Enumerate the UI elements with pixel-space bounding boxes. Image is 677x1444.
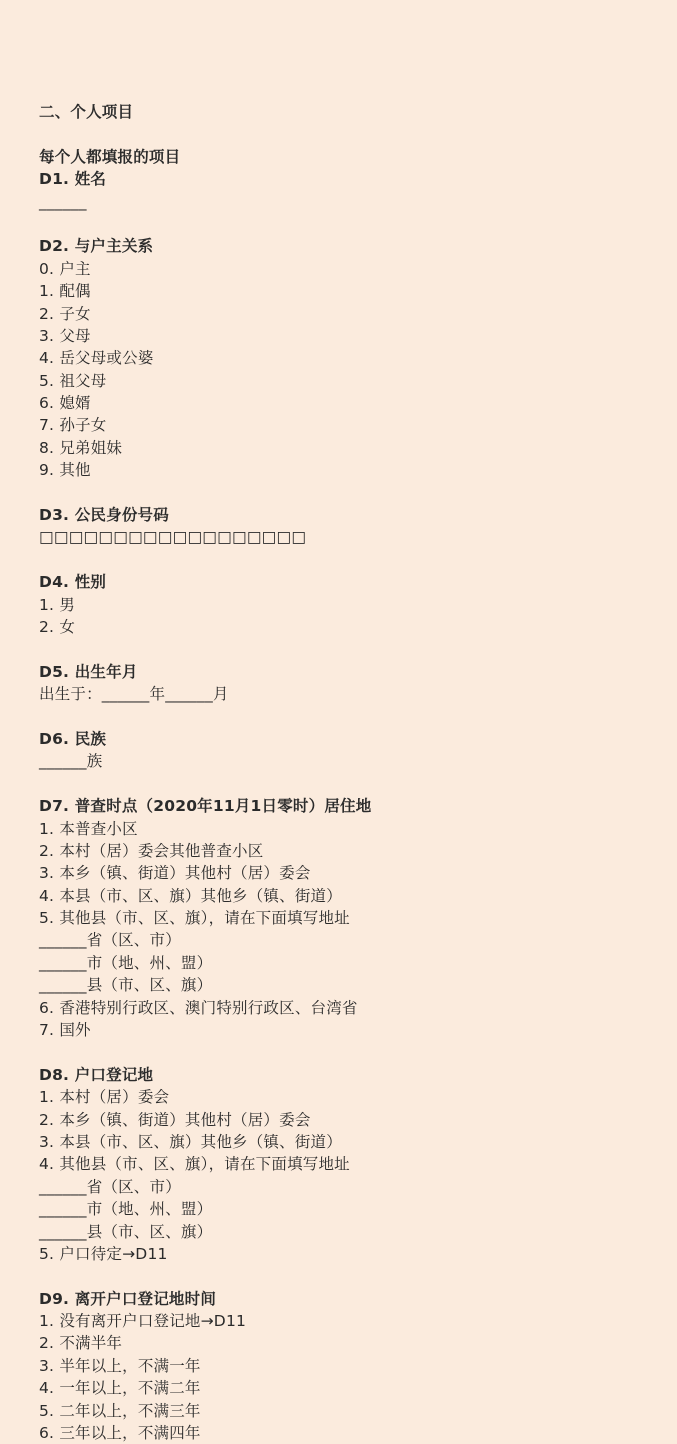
text-line: 3. 父母 xyxy=(39,326,91,345)
text-line: 3. 本乡（镇、街道）其他村（居）委会 xyxy=(39,864,311,883)
blank-line xyxy=(39,213,667,235)
text-line: ______县（市、区、旗） xyxy=(39,976,213,995)
section-heading: D7. 普查时点（2020年11月1日零时）居住地 xyxy=(39,797,372,816)
blank-line xyxy=(39,706,667,728)
section-heading: D6. 民族 xyxy=(39,729,107,748)
text-line: ______族 xyxy=(39,752,103,771)
text-line: 4. 岳父母或公婆 xyxy=(39,349,154,368)
section-heading: D3. 公民身份号码 xyxy=(39,506,169,525)
text-line: 2. 本乡（镇、街道）其他村（居）委会 xyxy=(39,1110,311,1129)
document-body xyxy=(39,101,667,1444)
text-line: 4. 一年以上，不满二年 xyxy=(39,1379,201,1398)
text-line: 3. 半年以上，不满一年 xyxy=(39,1356,201,1375)
text-line: 9. 其他 xyxy=(39,461,91,480)
text-line: 4. 其他县（市、区、旗），请在下面填写地址 xyxy=(39,1155,350,1174)
text-line: ______市（地、州、盟） xyxy=(39,953,213,972)
text-line: ______省（区、市） xyxy=(39,931,181,950)
text-line: 2. 子女 xyxy=(39,304,91,323)
text-line: 4. 本县（市、区、旗）其他乡（镇、街道） xyxy=(39,886,342,905)
section-heading: 二、个人项目 xyxy=(39,103,134,121)
section-heading: D4. 性别 xyxy=(39,573,107,592)
blank-line xyxy=(39,638,667,660)
text-line: 1. 本普查小区 xyxy=(39,819,138,838)
text-line: 0. 户主 xyxy=(39,259,91,278)
text-line: 6. 三年以上，不满四年 xyxy=(39,1424,201,1443)
text-line: 7. 孙子女 xyxy=(39,416,107,435)
text-line: 3. 本县（市、区、旗）其他乡（镇、街道） xyxy=(39,1132,342,1151)
text-line: ______市（地、州、盟） xyxy=(39,1200,213,1219)
blank-line xyxy=(39,1041,667,1063)
text-line: 5. 户口待定→D11 xyxy=(39,1244,168,1263)
text-line: 2. 女 xyxy=(39,617,76,636)
text-line: 1. 男 xyxy=(39,595,76,614)
text-line: ______省（区、市） xyxy=(39,1177,181,1196)
blank-line xyxy=(39,1265,667,1287)
text-line: 5. 其他县（市、区、旗），请在下面填写地址 xyxy=(39,909,350,928)
section-heading: D8. 户口登记地 xyxy=(39,1065,154,1084)
text-line: 7. 国外 xyxy=(39,1021,91,1040)
section-heading: D5. 出生年月 xyxy=(39,662,138,681)
text-line: 5. 祖父母 xyxy=(39,371,107,390)
text-line: 6. 香港特别行政区、澳门特别行政区、台湾省 xyxy=(39,998,358,1017)
section-heading: 每个人都填报的项目 xyxy=(39,147,181,166)
text-line: 8. 兄弟姐妹 xyxy=(39,438,123,457)
section-heading: D1. 姓名 xyxy=(39,170,107,189)
text-line: ______ xyxy=(39,192,87,211)
text-line: 1. 本村（居）委会 xyxy=(39,1088,170,1107)
section-heading: D2. 与户主关系 xyxy=(39,237,154,256)
text-line: ______县（市、区、旗） xyxy=(39,1222,213,1241)
text-line: 6. 媳婿 xyxy=(39,394,91,413)
section-heading: D9. 离开户口登记地时间 xyxy=(39,1289,217,1308)
text-line: 2. 本村（居）委会其他普查小区 xyxy=(39,841,264,860)
blank-line xyxy=(39,773,667,795)
text-line: 1. 没有离开户口登记地→D11 xyxy=(39,1312,247,1331)
text-line: □□□□□□□□□□□□□□□□□□ xyxy=(39,528,307,547)
blank-line xyxy=(39,123,667,145)
text-line: 2. 不满半年 xyxy=(39,1334,123,1353)
text-line: 1. 配偶 xyxy=(39,282,91,301)
text-line: 5. 二年以上，不满三年 xyxy=(39,1401,201,1420)
blank-line xyxy=(39,482,667,504)
text-line: 出生于：______年______月 xyxy=(39,685,229,704)
blank-line xyxy=(39,549,667,571)
